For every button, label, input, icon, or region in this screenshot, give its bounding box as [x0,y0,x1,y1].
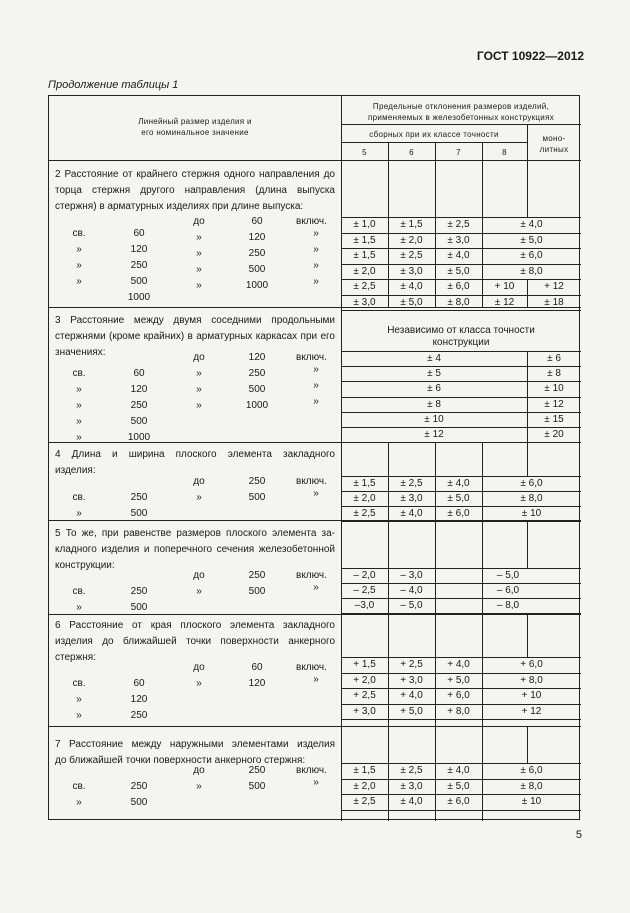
title-line: 5 То же, при равенстве размеров плоского элемента за- [55,528,335,539]
table-rule [527,614,528,657]
size-from: 250 [130,710,148,721]
deviation-value: ± 2,5 [400,478,423,489]
deviation-value: ± 8,0 [520,780,543,792]
table-rule [341,233,581,234]
table-rule [482,520,483,614]
deviation-value: – 3,0 [400,570,423,581]
ditto-mark: » [76,602,82,613]
ditto-mark: » [196,368,202,379]
deviation-value: ± 10 [424,413,444,425]
deviation-value: – 2,0 [353,570,376,581]
deviation-value: ± 3,0 [400,780,423,792]
deviation-value: + 2,0 [353,674,376,686]
standard-number: ГОСТ 10922—2012 [476,49,584,63]
deviation-value: ± 4 [427,353,441,364]
deviation-value: ± 5,0 [447,265,470,277]
deviation-value: + 8,0 [520,674,543,686]
deviation-value: ± 1,5 [400,219,423,230]
table-rule [388,520,389,614]
deviation-value: + 8,0 [447,705,470,717]
tolerance-table [48,95,580,820]
label-do: до [193,352,205,363]
deviation-value: ± 15 [544,413,564,425]
table-rule [341,657,581,658]
deviation-value: ± 2,5 [353,281,376,292]
section-5-title [55,526,335,574]
deviation-value: + 2,5 [353,690,376,701]
ditto-mark: » [313,396,319,407]
deviation-value: ± 20 [544,429,564,440]
size-from: 120 [130,384,148,395]
deviation-value: ± 4,0 [447,765,470,776]
table-rule [388,726,389,821]
title-line: стержнями (кроме крайних) в арматурных каркасах при его [55,331,335,342]
ditto-mark: » [196,678,202,689]
deviation-value: – 5,0 [496,570,520,581]
table-rule [341,719,581,720]
deviation-value: ± 2,5 [400,250,423,261]
title-line: 3 Расстояние между двумя соседними продольными [55,315,335,326]
size-to: 1000 [245,400,269,411]
table-rule [341,412,581,413]
deviation-value: ± 6,0 [447,508,470,519]
size-to: 60 [251,216,263,227]
ditto-mark: » [313,488,319,499]
ditto-mark: » [313,228,319,239]
deviation-value: ± 4,0 [400,508,423,519]
table-rule [341,295,581,296]
size-from: 250 [130,781,148,792]
header-precast: сборных при их классе точности [369,130,499,139]
ditto-mark: » [76,400,82,411]
header-monolithic-2: литных [539,145,569,154]
table-rule [341,779,581,780]
deviation-value: + 5,0 [447,674,470,686]
deviation-value: – 5,0 [400,600,423,611]
ditto-mark: » [313,364,319,375]
table-rule [527,279,528,307]
deviation-value: + 3,0 [400,674,423,686]
size-from: 60 [133,228,145,239]
label-vkl: включ. [296,570,327,581]
label-vkl: включ. [296,476,327,487]
label-sv: св. [72,781,86,792]
ditto-mark: » [196,232,202,243]
table-rule [341,794,581,795]
deviation-value: ± 5 [427,368,441,380]
deviation-value: – 2,5 [353,585,376,596]
title-line: 6 Расстояние от края плоского элемента закладного [55,620,335,631]
deviation-value: ± 2,5 [353,796,376,807]
deviation-value: ± 4,0 [447,478,470,489]
table-rule [388,160,389,307]
table-rule [341,491,581,492]
deviation-value: ± 12 [494,296,515,308]
deviation-value: ± 3,0 [400,493,423,504]
table-rule [435,142,436,160]
deviation-value: ± 5,0 [520,234,543,246]
size-to: 500 [248,384,266,395]
label-vkl: включ. [296,216,327,227]
table-rule [341,704,581,705]
header-monolithic-1: моно- [542,134,566,143]
page-number: 5 [575,829,582,841]
table-rule [482,442,483,520]
size-from: 120 [130,244,148,255]
table-rule [341,583,581,584]
deviation-value: ± 8,0 [447,296,470,308]
deviation-value: + 10 [521,690,542,701]
label-do: до [193,570,205,581]
title-line: 7 Расстояние между наружными элементами изделия [55,739,335,750]
ditto-mark: » [76,508,82,519]
deviation-value: ± 1,5 [353,234,376,246]
size-to: 500 [248,586,266,597]
table-continuation-caption: Продолжение таблицы 1 [48,79,179,91]
table-rule [435,726,436,821]
deviation-value: ± 6,0 [520,765,543,776]
size-from: 500 [130,602,148,613]
deviation-value: ± 6 [427,383,441,395]
deviation-value: ± 6 [547,353,561,364]
size-to: 120 [248,352,266,363]
deviation-value: + 2,5 [400,659,423,670]
deviation-value: + 12 [544,281,564,292]
ditto-mark: » [313,674,319,685]
size-from: 60 [133,678,145,689]
table-rule [388,442,389,520]
size-from: 1000 [127,432,151,443]
deviation-value: + 4,0 [447,659,470,670]
table-rule [341,688,581,689]
size-to: 1000 [245,280,269,291]
table-rule [341,351,581,352]
size-to: 120 [248,232,266,243]
table-rule [482,614,483,726]
size-to: 250 [248,765,266,776]
size-from: 500 [130,797,148,808]
deviation-value: + 5,0 [400,705,423,717]
table-rule [341,381,581,382]
ditto-mark: » [196,280,202,291]
table-rule [341,248,581,249]
section-6-title [55,618,335,666]
table-rule [341,427,581,428]
title-line: кладного изделия и поперечного сечения железобетонной [55,544,335,555]
table-rule [49,614,581,615]
size-from: 60 [133,368,145,379]
table-rule [527,442,528,476]
ditto-mark: » [313,582,319,593]
label-vkl: включ. [296,662,327,673]
deviation-value: ± 5,0 [400,296,423,308]
ditto-mark: » [76,416,82,427]
deviation-value: ± 3,0 [353,296,376,308]
deviation-value: + 10 [494,281,515,292]
header-size-line2: его номинальное значение [141,128,249,137]
deviation-value: ± 8,0 [520,493,543,504]
ditto-mark: » [196,264,202,275]
table-rule [435,614,436,726]
deviation-value: ± 5,0 [447,780,470,792]
deviation-value: ± 3,0 [400,265,423,277]
title-line: стержня) в арматурных изделиях при длине выпуска: [55,201,304,212]
size-from: 250 [130,492,148,503]
deviation-value: ± 2,0 [400,234,423,246]
deviation-value: ± 1,0 [353,219,376,230]
table-rule [49,160,581,161]
ditto-mark: » [313,777,319,788]
deviation-value: ± 8 [547,368,561,380]
label-sv: св. [72,586,86,597]
label-do: до [193,765,205,776]
header-class-5: 5 [362,148,367,157]
table-rule [527,160,528,217]
ditto-mark: » [76,384,82,395]
ditto-mark: » [76,432,82,443]
table-rule [388,142,389,160]
size-from: 500 [130,416,148,427]
deviation-value: ± 10 [521,508,542,519]
size-from: 120 [130,694,148,705]
ditto-mark: » [196,781,202,792]
deviation-value: ± 4,0 [400,281,423,292]
deviation-value: ± 1,5 [353,250,376,261]
table-rule [341,310,581,311]
deviation-value: –3,0 [354,600,375,611]
table-rule [435,520,436,614]
deviation-value: ± 1,5 [353,765,376,776]
table-rule [341,476,581,477]
deviation-value: ± 3,0 [447,234,470,246]
size-to: 120 [248,678,266,689]
table-rule [341,217,581,218]
label-sv: св. [72,678,86,689]
table-rule [482,142,483,160]
label-sv: св. [72,368,86,379]
table-rule [341,264,581,265]
ditto-mark: » [76,710,82,721]
table-rule [435,160,436,307]
deviation-value: ± 2,0 [353,265,376,277]
ditto-mark: » [313,260,319,271]
deviation-value: + 6,0 [520,659,543,670]
header-size-line1: Линейный размер изделия и [138,117,252,126]
deviation-value: ± 4,0 [400,796,423,807]
size-from: 250 [130,586,148,597]
table-rule [527,124,528,160]
independent-label: Независимо от класса точности [387,325,535,336]
header-class-8: 8 [502,148,507,157]
table-rule [482,160,483,307]
ditto-mark: » [76,244,82,255]
title-line: 4 Длина и ширина плоского элемента закладного [55,449,335,460]
deviation-value: + 6,0 [447,690,470,701]
deviation-value: ± 4,0 [520,219,543,230]
size-from: 250 [130,400,148,411]
table-rule [341,397,581,398]
deviation-value: ± 6,0 [447,281,470,292]
size-from: 1000 [127,292,151,303]
table-rule [341,124,581,125]
title-line: изделия до ближайшей точки поверхности анкерного [55,636,335,647]
header-deviations-line1: Предельные отклонения размеров изделий, [372,102,550,111]
deviation-value: + 1,5 [353,659,376,670]
independent-label: конструкции [432,337,490,348]
ditto-mark: » [196,586,202,597]
deviation-value: + 12 [521,705,542,717]
deviation-value: + 3,0 [353,705,376,717]
ditto-mark: » [76,694,82,705]
table-rule [341,613,581,614]
ditto-mark: » [313,380,319,391]
table-rule [527,726,528,763]
table-rule [341,763,581,764]
deviation-value: ± 2,0 [353,493,376,504]
deviation-value: ± 2,0 [353,780,376,792]
deviation-value: – 4,0 [400,585,423,596]
table-rule [341,598,581,599]
ditto-mark: » [196,400,202,411]
deviation-value: ± 10 [521,796,542,807]
size-to: 500 [248,492,266,503]
deviation-value: ± 12 [424,429,444,440]
deviation-value: ± 8 [427,398,441,410]
ditto-mark: » [76,260,82,271]
title-line: 2 Расстояние от крайнего стержня одного направления до [55,169,335,180]
deviation-value: + 4,0 [400,690,423,701]
ditto-mark: » [76,797,82,808]
size-to: 250 [248,248,266,259]
deviation-value: ± 6,0 [520,250,543,261]
deviation-value: ± 10 [544,383,564,395]
deviation-value: ± 12 [544,398,564,410]
header-deviations-line2: применяемых в железобетонных конструкциях [367,113,555,122]
ditto-mark: » [76,276,82,287]
table-rule [482,726,483,821]
title-line: торца стержня другого направления (длина выпуска [55,185,335,196]
label-sv: св. [72,228,86,239]
ditto-mark: » [196,248,202,259]
table-rule [388,614,389,726]
deviation-value: – 6,0 [496,585,520,596]
table-rule [341,279,581,280]
table-rule [527,351,528,442]
deviation-value: – 8,0 [496,600,520,611]
table-rule [341,521,581,522]
table-rule [341,673,581,674]
section-4-title [55,447,335,479]
deviation-value: ± 5,0 [447,493,470,504]
deviation-value: ± 1,5 [353,478,376,489]
deviation-value: ± 6,0 [520,478,543,489]
table-rule [341,506,581,507]
label-do: до [193,662,205,673]
title-line: изделия: [55,465,96,476]
table-rule [341,568,581,569]
label-do: до [193,216,205,227]
title-line: до ближайшей точки поверхности анкерного стержня: [55,755,306,766]
size-to: 60 [251,662,263,673]
deviation-value: ± 8,0 [520,265,543,277]
title-line: конструкции: [55,560,115,571]
label-vkl: включ. [296,765,327,776]
table-rule [341,142,527,143]
header-class-6: 6 [409,148,414,157]
label-sv: св. [72,492,86,503]
deviation-value: ± 2,5 [400,765,423,776]
table-rule [435,442,436,520]
table-rule [527,520,528,568]
size-from: 500 [130,508,148,519]
size-to: 250 [248,476,266,487]
deviation-value: ± 6,0 [447,796,470,807]
table-rule [341,366,581,367]
size-to: 500 [248,264,266,275]
ditto-mark: » [196,492,202,503]
deviation-value: ± 2,5 [447,219,470,230]
ditto-mark: » [313,276,319,287]
section-2-title [55,167,335,215]
size-to: 500 [248,781,266,792]
table-rule [341,810,581,811]
deviation-value: ± 18 [544,296,564,308]
title-line: стержня: [55,652,96,663]
ditto-mark: » [196,384,202,395]
table-rule [341,442,581,443]
size-from: 500 [130,276,148,287]
label-vkl: включ. [296,352,327,363]
ditto-mark: » [313,244,319,255]
size-to: 250 [248,368,266,379]
table-rule [49,726,581,727]
title-line: значениях: [55,347,106,358]
size-from: 250 [130,260,148,271]
deviation-value: ± 4,0 [447,250,470,261]
label-do: до [193,476,205,487]
header-class-7: 7 [456,148,461,157]
size-to: 250 [248,570,266,581]
deviation-value: ± 2,5 [353,508,376,519]
